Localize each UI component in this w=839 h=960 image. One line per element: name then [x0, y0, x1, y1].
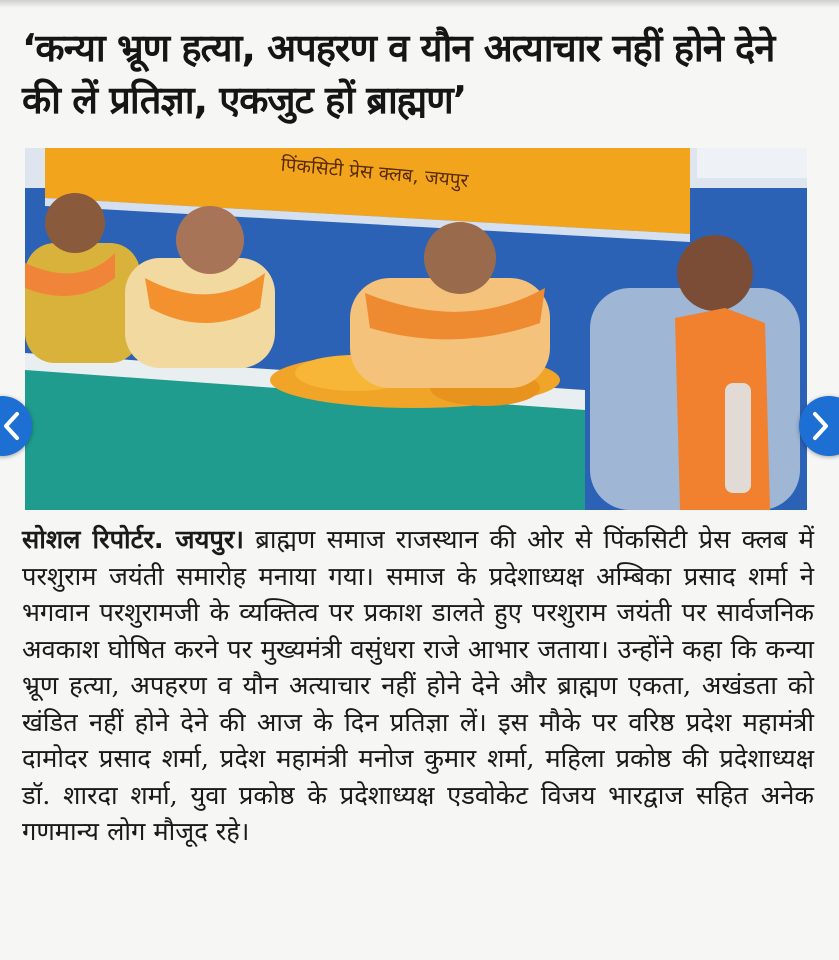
clipping-top-edge: [0, 0, 839, 8]
photo-banner-text: पिंकसिटी प्रेस क्लब, जयपुर: [279, 153, 470, 192]
article-body-text: ब्राह्मण समाज राजस्थान की ओर से पिंकसिटी प्रेस क्लब में परशुराम जयंती समारोह मनाया गया। समाज के प्रदेशाध्यक्ष अम्बिका प्रसाद शर्मा ने भगवान परशुरामजी के व्यक्तित्व पर प्रकाश डालते हुए परशुराम जयंती पर सार्वजनिक अवकाश घोषित करने पर मुख्यमंत्री वसुंधरा राजे आभार जताया। उन्होंने कहा कि कन्या भ्रूण हत्या, अपहरण व यौन अत्याचार नहीं होने देने और ब्राह्मण एकता, अखंडता को खंडित नहीं होने देने की आज के दिन प्रतिज्ञा लें। इस मौके पर वरिष्ठ प्रदेश महामंत्री दामोदर प्रसाद शर्मा, प्रदेश महामंत्री मनोज कुमार शर्मा, महिला प्रकोष्ठ की प्रदेशाध्यक्ष डॉ. शारदा शर्मा, युवा प्रकोष्ठ के प्रदेशाध्यक्ष एडवोकेट विजय भारद्वाज सहित अनेक गणमान्य लोग मौजूद रहे।: [22, 525, 814, 847]
chevron-left-icon: [2, 411, 20, 441]
article-photo: [25, 148, 807, 510]
chevron-right-icon: [812, 411, 830, 441]
event-photo-illustration: [25, 148, 807, 510]
article-headline: ‘कन्या भ्रूण हत्या, अपहरण व यौन अत्याचार नहीं होने देने की लें प्रतिज्ञा, एकजुट हों ब्राह्मण’: [22, 26, 775, 122]
article-dateline: सोशल रिपोर्टर. जयपुर।: [22, 525, 244, 555]
article-body: [22, 522, 814, 851]
